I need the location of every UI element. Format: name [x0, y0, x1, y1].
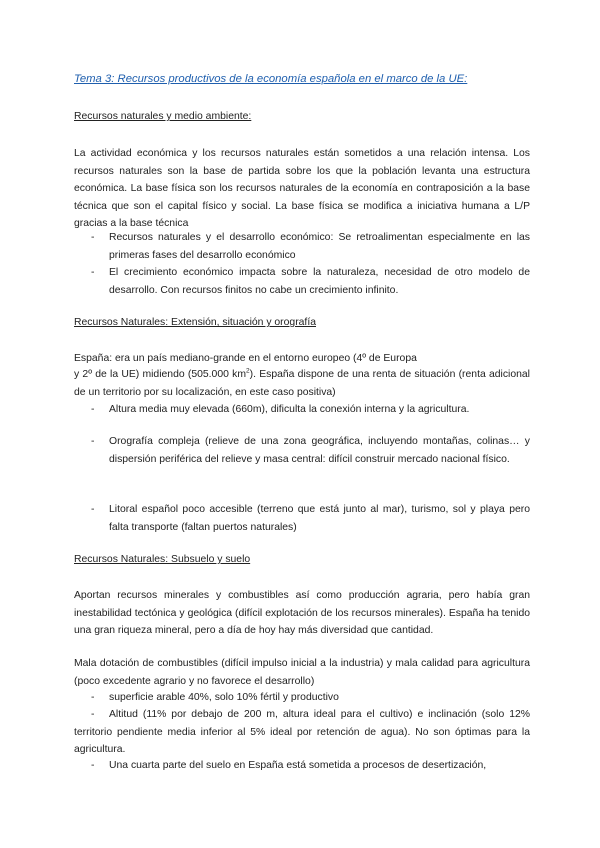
list-item: - Recursos naturales y el desarrollo económico: Se retroalimentan especialmente en las primeras fases del desarrollo económico	[91, 229, 530, 264]
list-item: - Orografía compleja (relieve de una zona geográfica, incluyendo montañas, colinas… y dispersión periférica del relieve y masa central: difícil construir mercado nacional físico.	[91, 433, 530, 468]
bullet-dash: -	[91, 436, 95, 447]
bullet-dash: -	[91, 504, 95, 515]
section-heading-natural-resources: Recursos naturales y medio ambiente:	[74, 111, 252, 122]
section-paragraph-line: España: era un país mediano-grande en el entorno europeo (4º de Europa	[74, 353, 417, 364]
bullet-dash: -	[91, 267, 95, 278]
section-paragraph: Mala dotación de combustibles (difícil impulso inicial a la industria) y mala calidad para agricultura (poco excedente agrario y no favorece el desarrollo)	[74, 658, 530, 687]
list-item: - superficie arable 40%, solo 10% fértil y productivo	[91, 689, 530, 707]
section-paragraph: y 2º de la UE) midiendo (505.000 $km^2$). España dispone de una renta de situación (renta adicional de un territorio por su localización, en este caso positiva)	[74, 367, 530, 398]
bullet-dash: -	[91, 760, 95, 771]
bullet-dash: -	[91, 692, 95, 703]
list-item: - Litoral español poco accesible (terreno que está junto al mar), turismo, sol y playa pero falta transporte (faltan puertos naturales)	[91, 501, 530, 536]
list-item: - El crecimiento económico impacta sobre la naturaleza, necesidad de otro modelo de desarrollo. Con recursos finitos no cabe un crecimiento infinito.	[91, 264, 530, 299]
section-heading-extension: Recursos Naturales: Extensión, situación y orografía	[74, 317, 316, 328]
bullet-dash: -	[91, 232, 95, 243]
section-heading-subsoil: Recursos Naturales: Subsuelo y suelo	[74, 554, 251, 565]
list-item-hanging: Altitud (11% por debajo de 200 m, altura ideal para el cultivo) e inclinación (solo 12% territorio pendiente media inferior al 5% ideal por retención de agua). No son óptimas para la agricultura.	[74, 709, 530, 755]
list-item: - Altura media muy elevada (660m), dificulta la conexión interna y la agricultura.	[91, 401, 530, 419]
bullet-dash: -	[91, 404, 95, 415]
section-paragraph: Aportan recursos minerales y combustibles así como producción agraria, pero había gran inestabilidad tectónica y geológica (difícil explotación de los recursos minerales). España ha tenido una gran riqueza mineral, pero a día de hoy hay más diversidad que cantidad.	[74, 590, 530, 636]
list-item: - Una cuarta parte del suelo en España está sometida a procesos de desertización,	[91, 757, 530, 775]
bullet-dash: -	[91, 709, 95, 720]
section-paragraph: La actividad económica y los recursos naturales están sometidos a una relación intensa. Los recursos naturales son la base de partida sobre los que la población levanta una estructura económica. La base física son los recursos naturales de la economía en contraposición a la base técnica que son el capital físico y social. La base física se modifica a iniciativa humana a L/P gracias a la base técnica	[74, 148, 530, 229]
page-title: Tema 3: Recursos productivos de la economía española en el marco de la UE:	[74, 73, 468, 85]
